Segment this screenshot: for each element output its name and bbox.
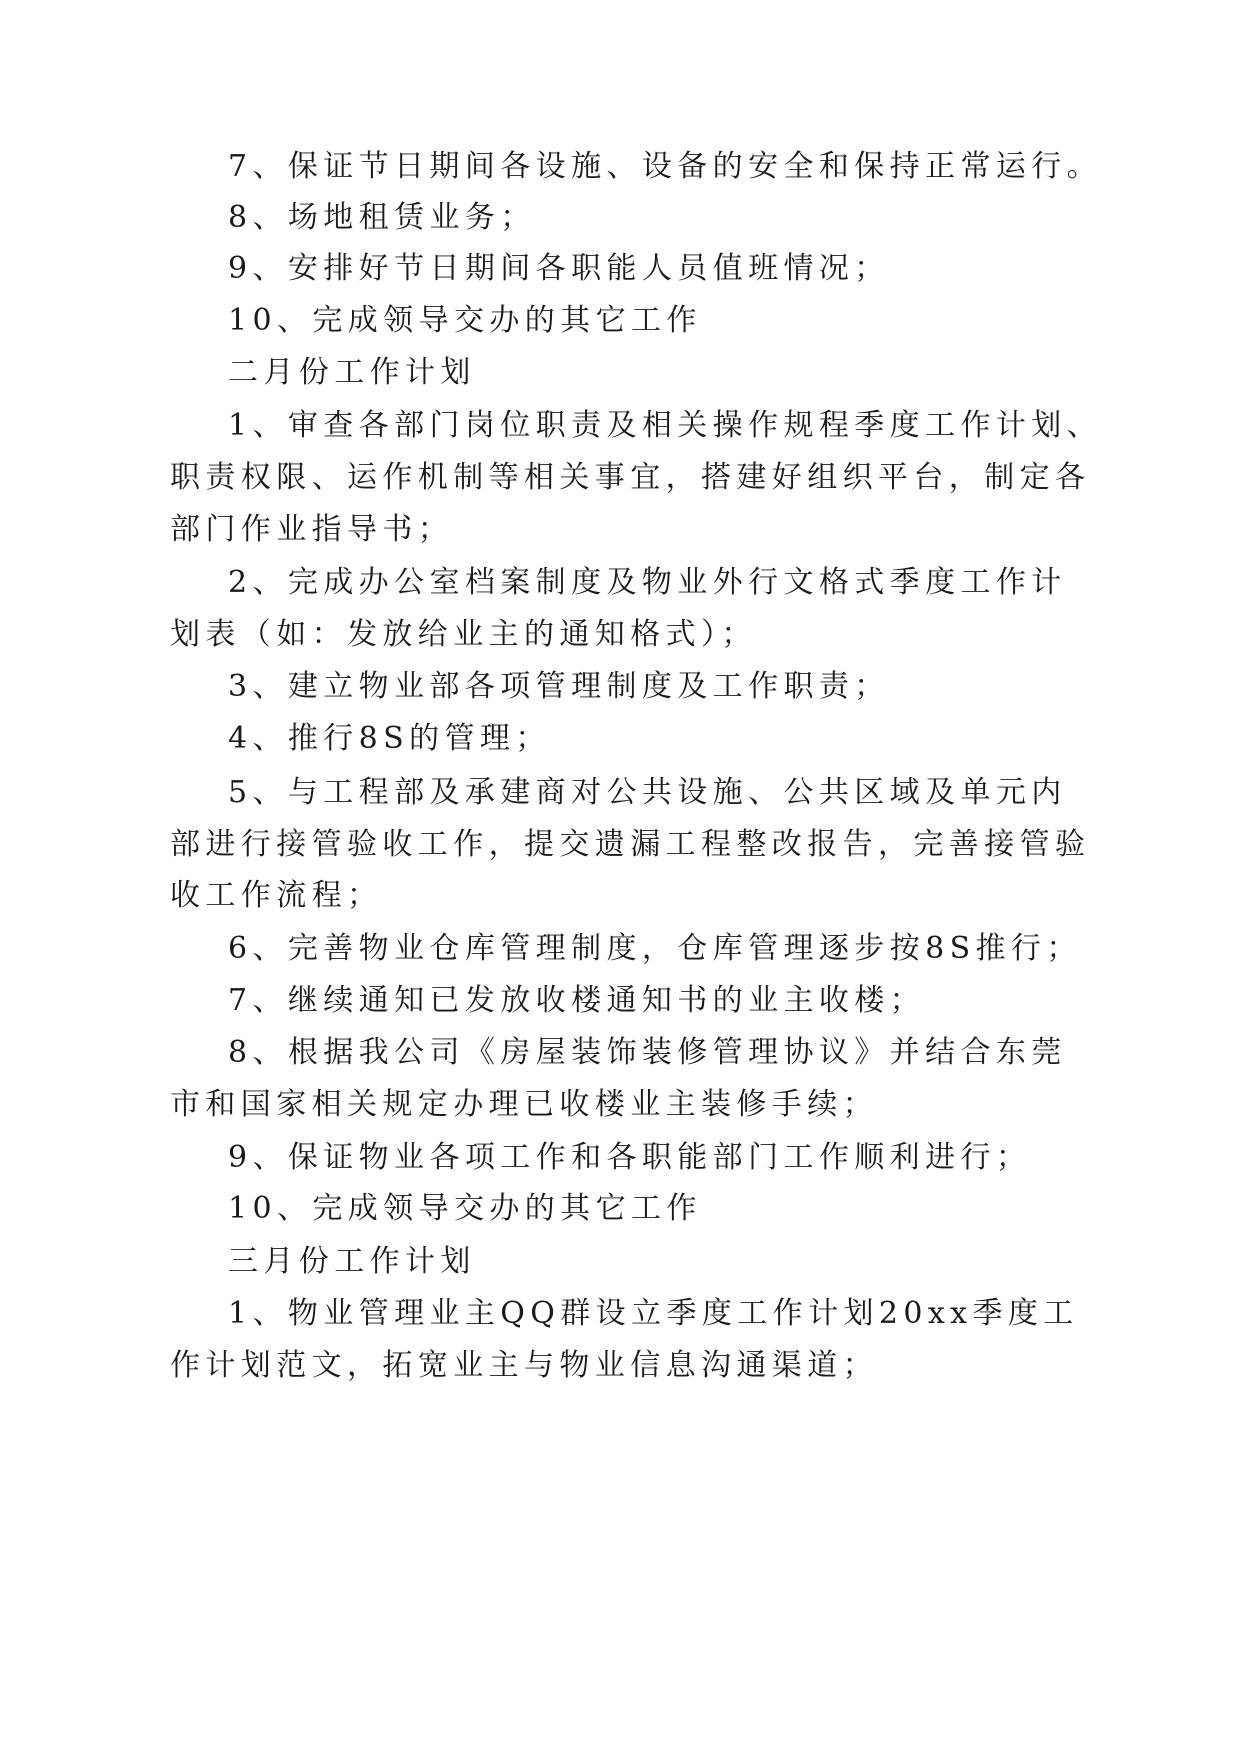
text-line: 1、审查各部门岗位职责及相关操作规程季度工作计划、 — [228, 408, 1103, 443]
section-heading: 二月份工作计划 — [228, 355, 476, 390]
text-line: 划表（如：发放给业主的通知格式）； — [170, 617, 757, 652]
text-line: 10、完成领导交办的其它工作 — [228, 1191, 702, 1226]
text-line: 部进行接管验收工作，提交遗漏工程整改报告，完善接管验 — [170, 827, 1091, 862]
text-line: 作计划范文，拓宽业主与物业信息沟通渠道； — [170, 1348, 878, 1383]
text-line: 7、继续通知已发放收楼通知书的业主收楼； — [228, 983, 926, 1018]
text-line: 7、保证节日期间各设施、设备的安全和保持正常运行。 — [228, 149, 1103, 184]
text-line: 9、安排好节日期间各职能人员值班情况； — [228, 251, 890, 286]
text-line: 4、推行8S的管理； — [228, 721, 551, 756]
section-heading: 三月份工作计划 — [228, 1244, 476, 1279]
text-line: 8、根据我公司《房屋装饰装修管理协议》并结合东莞 — [228, 1035, 1067, 1070]
text-line: 10、完成领导交办的其它工作 — [228, 303, 702, 338]
text-line: 市和国家相关规定办理已收楼业主装修手续； — [170, 1087, 878, 1122]
text-line: 8、场地租赁业务； — [228, 200, 536, 235]
text-line: 部门作业指导书； — [170, 512, 454, 547]
text-line: 职责权限、运作机制等相关事宜，搭建好组织平台，制定各 — [170, 460, 1091, 495]
text-line: 9、保证物业各项工作和各职能部门工作顺利进行； — [228, 1140, 1032, 1175]
text-line: 5、与工程部及承建商对公共设施、公共区域及单元内 — [228, 775, 1067, 810]
text-line: 6、完善物业仓库管理制度，仓库管理逐步按8S推行； — [228, 931, 1082, 966]
text-line: 2、完成办公室档案制度及物业外行文格式季度工作计 — [228, 565, 1067, 600]
text-line: 1、物业管理业主QQ群设立季度工作计划20xx季度工 — [228, 1296, 1079, 1331]
text-line: 收工作流程； — [170, 878, 383, 913]
text-line: 3、建立物业部各项管理制度及工作职责； — [228, 669, 890, 704]
